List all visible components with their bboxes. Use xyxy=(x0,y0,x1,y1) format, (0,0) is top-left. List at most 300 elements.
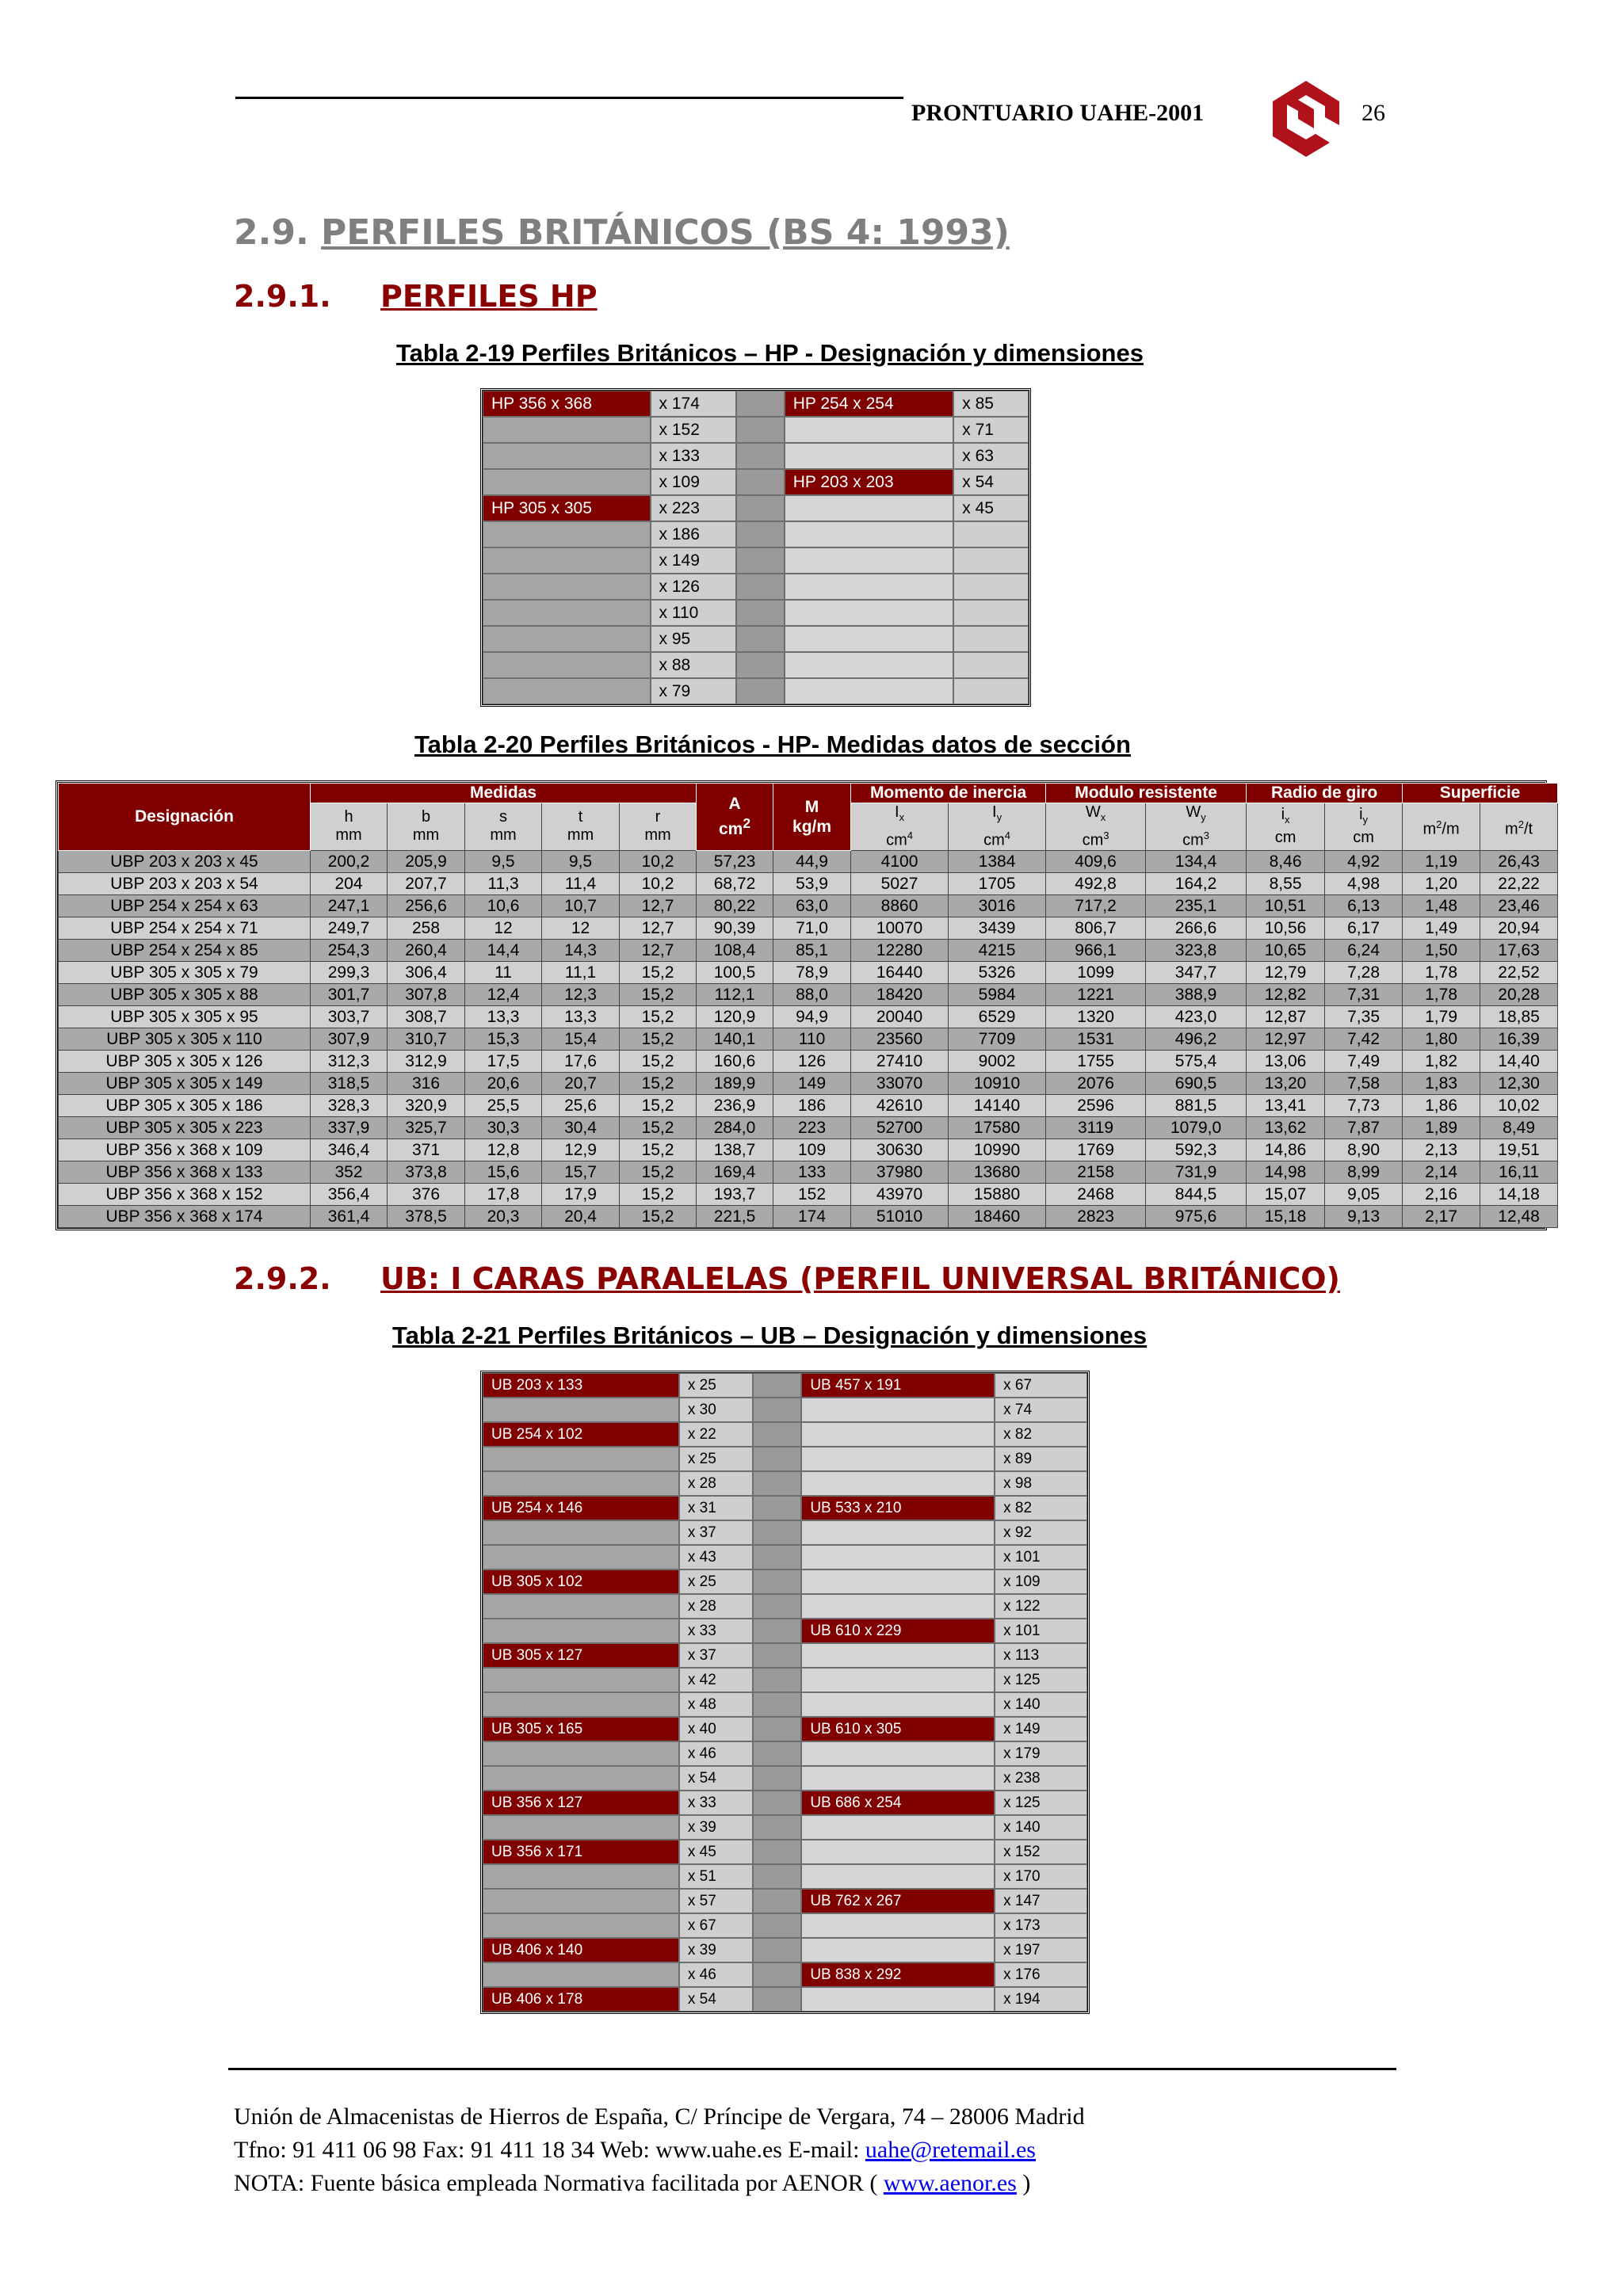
cell-value: 9,5 xyxy=(542,850,620,872)
separator-cell xyxy=(736,391,784,417)
profile-name xyxy=(785,626,954,652)
table-row xyxy=(59,872,1558,894)
profile-name xyxy=(801,1569,995,1594)
profile-weight: x 33 xyxy=(679,1619,753,1643)
profile-name: UB 762 x 267 xyxy=(801,1889,995,1913)
cell-value: 254,3 xyxy=(311,939,388,961)
footer-contact-text: Tfno: 91 411 06 98 Fax: 91 411 18 34 Web: www.uahe.es E-mail: xyxy=(234,2137,865,2163)
cell-value: 193,7 xyxy=(697,1183,773,1205)
cell-value: 6,17 xyxy=(1325,917,1403,939)
cell-value: 7,58 xyxy=(1325,1072,1403,1094)
table-row xyxy=(59,983,1558,1005)
profile-name xyxy=(801,1766,995,1791)
cell-value: 20,94 xyxy=(1480,917,1558,939)
cell-value: 8,90 xyxy=(1325,1138,1403,1161)
cell-value: 18,85 xyxy=(1480,1005,1558,1028)
separator-cell xyxy=(753,1791,801,1815)
cell-value: 30630 xyxy=(851,1138,949,1161)
profile-weight: x 110 xyxy=(651,600,737,626)
profile-name xyxy=(483,417,651,443)
designation-row xyxy=(483,1741,1087,1766)
profile-name xyxy=(801,1668,995,1692)
uahe-logo xyxy=(1268,79,1344,158)
cell-value: 189,9 xyxy=(697,1072,773,1094)
cell-value: 12,97 xyxy=(1247,1028,1325,1050)
separator-cell xyxy=(736,547,784,574)
cell-value: 10,2 xyxy=(620,850,697,872)
cell-value: 53,9 xyxy=(773,872,851,894)
col-inercia: Momento de inercia xyxy=(851,784,1046,803)
cell-value: 308,7 xyxy=(388,1005,465,1028)
cell-value: 12,30 xyxy=(1480,1072,1558,1094)
cell-value: 323,8 xyxy=(1146,939,1247,961)
cell-value: 1,20 xyxy=(1403,872,1480,894)
footer-contact xyxy=(234,2137,1036,2164)
cell-value: 312,9 xyxy=(388,1050,465,1072)
cell-value: 12,7 xyxy=(620,917,697,939)
sub-ry: $i_y$ cm xyxy=(1325,803,1403,851)
profile-weight: x 152 xyxy=(995,1840,1087,1864)
email-link[interactable]: uahe@retemail.es xyxy=(865,2137,1036,2163)
cell-value: 134,4 xyxy=(1146,850,1247,872)
cell-value: 68,72 xyxy=(697,872,773,894)
cell-value: 51010 xyxy=(851,1205,949,1227)
profile-weight: x 51 xyxy=(679,1864,753,1889)
cell-value: 1,50 xyxy=(1403,939,1480,961)
designation-row xyxy=(483,1643,1087,1668)
sub-m2m: $m^2/m$ xyxy=(1403,803,1480,851)
profile-name: UB 610 x 229 xyxy=(801,1619,995,1643)
designation-row xyxy=(483,1373,1087,1398)
cell-value: 7,28 xyxy=(1325,961,1403,983)
profile-weight: x 176 xyxy=(995,1962,1087,1987)
profile-weight: x 173 xyxy=(995,1913,1087,1938)
profile-weight: x 95 xyxy=(651,626,737,652)
cell-value: 52700 xyxy=(851,1116,949,1138)
cell-value: 8,55 xyxy=(1247,872,1325,894)
profile-name xyxy=(483,1864,679,1889)
separator-cell xyxy=(753,1471,801,1496)
separator-cell xyxy=(753,1766,801,1791)
cell-value: 20,28 xyxy=(1480,983,1558,1005)
profile-name: UB 686 x 254 xyxy=(801,1791,995,1815)
cell-value: 260,4 xyxy=(388,939,465,961)
cell-value: 7,73 xyxy=(1325,1094,1403,1116)
profile-weight: x 88 xyxy=(651,652,737,678)
profile-name: UB 533 x 210 xyxy=(801,1496,995,1520)
table-20 xyxy=(55,780,1547,1230)
sub-iy: $I_y$ $cm^4$ xyxy=(949,803,1046,851)
cell-value: 731,9 xyxy=(1146,1161,1247,1183)
separator-cell xyxy=(736,495,784,521)
designation-row xyxy=(483,1840,1087,1864)
table-row xyxy=(59,894,1558,917)
cell-value: 1384 xyxy=(949,850,1046,872)
designation-row xyxy=(483,1938,1087,1962)
designation-row xyxy=(483,678,1029,704)
table-19-caption: Tabla 2-19 Perfiles Británicos – HP - Designación y dimensiones xyxy=(396,339,1144,367)
cell-value: 2,13 xyxy=(1403,1138,1480,1161)
footer-rule xyxy=(228,2068,1396,2070)
separator-cell xyxy=(736,600,784,626)
cell-value: 10070 xyxy=(851,917,949,939)
profile-name: UB 254 x 146 xyxy=(483,1496,679,1520)
cell-value: 1755 xyxy=(1046,1050,1146,1072)
profile-weight: x 25 xyxy=(679,1373,753,1398)
cell-value: 356,4 xyxy=(311,1183,388,1205)
cell-value: 12280 xyxy=(851,939,949,961)
separator-cell xyxy=(753,1545,801,1569)
cell-value: 881,5 xyxy=(1146,1094,1247,1116)
profile-weight: x 40 xyxy=(679,1717,753,1741)
profile-weight: x 46 xyxy=(679,1962,753,1987)
profile-name: UB 305 x 102 xyxy=(483,1569,679,1594)
cell-value: 17580 xyxy=(949,1116,1046,1138)
sub-m2t: $m^2/t$ xyxy=(1480,803,1558,851)
profile-weight: x 133 xyxy=(651,443,737,469)
profile-name xyxy=(483,521,651,547)
separator-cell xyxy=(753,1692,801,1717)
separator-cell xyxy=(753,1864,801,1889)
cell-value: 174 xyxy=(773,1205,851,1227)
cell-value: 325,7 xyxy=(388,1116,465,1138)
cell-value: 3119 xyxy=(1046,1116,1146,1138)
separator-cell xyxy=(753,1643,801,1668)
cell-value: 88,0 xyxy=(773,983,851,1005)
designation-row xyxy=(483,626,1029,652)
cell-value: 9,05 xyxy=(1325,1183,1403,1205)
cell-value: 200,2 xyxy=(311,850,388,872)
section-number: 2.9. xyxy=(234,212,309,253)
cell-value: 310,7 xyxy=(388,1028,465,1050)
cell-value: 496,2 xyxy=(1146,1028,1247,1050)
profile-weight xyxy=(953,652,1029,678)
separator-cell xyxy=(736,417,784,443)
cell-value: 378,5 xyxy=(388,1205,465,1227)
cell-value: 1531 xyxy=(1046,1028,1146,1050)
cell-value: 42610 xyxy=(851,1094,949,1116)
cell-value: 312,3 xyxy=(311,1050,388,1072)
cell-value: 6529 xyxy=(949,1005,1046,1028)
profile-name: UB 305 x 165 xyxy=(483,1717,679,1741)
designation-row xyxy=(483,1569,1087,1594)
sub-wy: $W_y$ $cm^3$ xyxy=(1146,803,1247,851)
separator-cell xyxy=(736,678,784,704)
profile-designation: UBP 203 x 203 x 54 xyxy=(59,872,311,894)
table-row xyxy=(59,961,1558,983)
header-title: PRONTUARIO UAHE-2001 xyxy=(911,100,1205,126)
profile-name xyxy=(483,1766,679,1791)
profile-name xyxy=(483,652,651,678)
cell-value: 5326 xyxy=(949,961,1046,983)
cell-value: 307,8 xyxy=(388,983,465,1005)
cell-value: 316 xyxy=(388,1072,465,1094)
col-radio: Radio de giro xyxy=(1247,784,1403,803)
separator-cell xyxy=(753,1619,801,1643)
designation-row xyxy=(483,574,1029,600)
cell-value: 12,87 xyxy=(1247,1005,1325,1028)
cell-value: 44,9 xyxy=(773,850,851,872)
profile-name: UB 610 x 305 xyxy=(801,1717,995,1741)
sub-rx: $i_x$ cm xyxy=(1247,803,1325,851)
cell-value: 12,82 xyxy=(1247,983,1325,1005)
profile-name xyxy=(483,1447,679,1471)
cell-value: 4,98 xyxy=(1325,872,1403,894)
cell-value: 7,31 xyxy=(1325,983,1403,1005)
cell-value: 11,3 xyxy=(465,872,542,894)
cell-value: 346,4 xyxy=(311,1138,388,1161)
cell-value: 320,9 xyxy=(388,1094,465,1116)
profile-weight: x 149 xyxy=(995,1717,1087,1741)
profile-designation: UBP 305 x 305 x 126 xyxy=(59,1050,311,1072)
cell-value: 80,22 xyxy=(697,894,773,917)
profile-weight: x 46 xyxy=(679,1741,753,1766)
profile-designation: UBP 305 x 305 x 149 xyxy=(59,1072,311,1094)
designation-row xyxy=(483,1889,1087,1913)
profile-weight: x 71 xyxy=(953,417,1029,443)
profile-weight: x 74 xyxy=(995,1398,1087,1422)
cell-value: 108,4 xyxy=(697,939,773,961)
cell-value: 57,23 xyxy=(697,850,773,872)
profile-weight xyxy=(953,600,1029,626)
designation-row xyxy=(483,1520,1087,1545)
cell-value: 164,2 xyxy=(1146,872,1247,894)
profile-weight: x 147 xyxy=(995,1889,1087,1913)
cell-value: 15,2 xyxy=(620,1161,697,1183)
designation-row xyxy=(483,1398,1087,1422)
subsection-number: 2.9.1. xyxy=(234,279,331,314)
cell-value: 4215 xyxy=(949,939,1046,961)
profile-weight: x 37 xyxy=(679,1643,753,1668)
cell-value: 15,2 xyxy=(620,1094,697,1116)
cell-value: 14,98 xyxy=(1247,1161,1325,1183)
profile-weight: x 125 xyxy=(995,1791,1087,1815)
cell-value: 1,89 xyxy=(1403,1116,1480,1138)
profile-name: UB 356 x 171 xyxy=(483,1840,679,1864)
cell-value: 2158 xyxy=(1046,1161,1146,1183)
cell-value: 17,9 xyxy=(542,1183,620,1205)
separator-cell xyxy=(736,626,784,652)
profile-designation: UBP 305 x 305 x 110 xyxy=(59,1028,311,1050)
cell-value: 1,78 xyxy=(1403,961,1480,983)
footer-address: Unión de Almacenistas de Hierros de España, C/ Príncipe de Vergara, 74 – 28006 Madrid xyxy=(234,2103,1085,2130)
cell-value: 20040 xyxy=(851,1005,949,1028)
cell-value: 109 xyxy=(773,1138,851,1161)
cell-value: 11,4 xyxy=(542,872,620,894)
cell-value: 7,49 xyxy=(1325,1050,1403,1072)
cell-value: 423,0 xyxy=(1146,1005,1247,1028)
cell-value: 307,9 xyxy=(311,1028,388,1050)
designation-row xyxy=(483,417,1029,443)
profile-name xyxy=(483,600,651,626)
cell-value: 12,4 xyxy=(465,983,542,1005)
cell-value: 13,62 xyxy=(1247,1116,1325,1138)
cell-value: 1099 xyxy=(1046,961,1146,983)
cell-value: 138,7 xyxy=(697,1138,773,1161)
profile-name xyxy=(483,1913,679,1938)
profile-name xyxy=(483,1619,679,1643)
cell-value: 235,1 xyxy=(1146,894,1247,917)
profile-name xyxy=(801,1398,995,1422)
cell-value: 22,22 xyxy=(1480,872,1558,894)
cell-value: 1320 xyxy=(1046,1005,1146,1028)
profile-weight: x 57 xyxy=(679,1889,753,1913)
cell-value: 7,42 xyxy=(1325,1028,1403,1050)
cell-value: 10,56 xyxy=(1247,917,1325,939)
table-row xyxy=(59,1072,1558,1094)
cell-value: 690,5 xyxy=(1146,1072,1247,1094)
cell-value: 4100 xyxy=(851,850,949,872)
designation-row xyxy=(483,1594,1087,1619)
profile-name: HP 356 x 368 xyxy=(483,391,651,417)
cell-value: 205,9 xyxy=(388,850,465,872)
cell-value: 266,6 xyxy=(1146,917,1247,939)
separator-cell xyxy=(753,1815,801,1840)
profile-name xyxy=(801,1938,995,1962)
cell-value: 12,79 xyxy=(1247,961,1325,983)
cell-value: 13,20 xyxy=(1247,1072,1325,1094)
cell-value: 9,5 xyxy=(465,850,542,872)
profile-name xyxy=(801,1545,995,1569)
profile-weight: x 149 xyxy=(651,547,737,574)
cell-value: 10,65 xyxy=(1247,939,1325,961)
cell-value: 71,0 xyxy=(773,917,851,939)
profile-designation: UBP 203 x 203 x 45 xyxy=(59,850,311,872)
profile-weight: x 113 xyxy=(995,1643,1087,1668)
sub-ix: $I_x$ $cm^4$ xyxy=(851,803,949,851)
cell-value: 1,86 xyxy=(1403,1094,1480,1116)
cell-value: 256,6 xyxy=(388,894,465,917)
cell-value: 16,11 xyxy=(1480,1161,1558,1183)
profile-weight: x 140 xyxy=(995,1692,1087,1717)
profile-name xyxy=(785,443,954,469)
cell-value: 337,9 xyxy=(311,1116,388,1138)
cell-value: 13,41 xyxy=(1247,1094,1325,1116)
designation-row xyxy=(483,1913,1087,1938)
profile-weight: x 126 xyxy=(651,574,737,600)
profile-name xyxy=(801,1447,995,1471)
profile-designation: UBP 254 x 254 x 63 xyxy=(59,894,311,917)
cell-value: 10,2 xyxy=(620,872,697,894)
cell-value: 10910 xyxy=(949,1072,1046,1094)
profile-weight: x 37 xyxy=(679,1520,753,1545)
table-row xyxy=(59,1116,1558,1138)
profile-name xyxy=(801,1594,995,1619)
profile-name xyxy=(483,678,651,704)
separator-cell xyxy=(753,1496,801,1520)
profile-designation: UBP 305 x 305 x 223 xyxy=(59,1116,311,1138)
cell-value: 14,86 xyxy=(1247,1138,1325,1161)
profile-weight: x 54 xyxy=(679,1766,753,1791)
profile-name xyxy=(785,521,954,547)
profile-weight: x 101 xyxy=(995,1545,1087,1569)
separator-cell xyxy=(753,1373,801,1398)
profile-weight: x 170 xyxy=(995,1864,1087,1889)
profile-name xyxy=(483,469,651,495)
profile-name xyxy=(801,1471,995,1496)
designation-row xyxy=(483,1864,1087,1889)
cell-value: 1,82 xyxy=(1403,1050,1480,1072)
sub-t: t mm xyxy=(542,803,620,851)
separator-cell xyxy=(753,1913,801,1938)
cell-value: 966,1 xyxy=(1046,939,1146,961)
cell-value: 120,9 xyxy=(697,1005,773,1028)
profile-name xyxy=(801,1987,995,2012)
cell-value: 6,13 xyxy=(1325,894,1403,917)
cell-value: 186 xyxy=(773,1094,851,1116)
cell-value: 10,6 xyxy=(465,894,542,917)
cell-value: 1079,0 xyxy=(1146,1116,1247,1138)
sub-h: h mm xyxy=(311,803,388,851)
separator-cell xyxy=(753,1741,801,1766)
profile-name: HP 305 x 305 xyxy=(483,495,651,521)
separator-cell xyxy=(736,574,784,600)
table-row xyxy=(59,1205,1558,1227)
separator-cell xyxy=(753,1569,801,1594)
cell-value: 1,78 xyxy=(1403,983,1480,1005)
profile-weight: x 140 xyxy=(995,1815,1087,1840)
profile-name xyxy=(785,600,954,626)
profile-weight: x 197 xyxy=(995,1938,1087,1962)
profile-weight xyxy=(953,678,1029,704)
separator-cell xyxy=(753,1840,801,1864)
cell-value: 12,9 xyxy=(542,1138,620,1161)
table-row xyxy=(59,1183,1558,1205)
profile-name xyxy=(483,443,651,469)
cell-value: 15,2 xyxy=(620,1005,697,1028)
cell-value: 13,3 xyxy=(542,1005,620,1028)
profile-weight: x 89 xyxy=(995,1447,1087,1471)
profile-name xyxy=(483,1594,679,1619)
cell-value: 15,2 xyxy=(620,1183,697,1205)
separator-cell xyxy=(736,469,784,495)
cell-value: 17,6 xyxy=(542,1050,620,1072)
cell-value: 1221 xyxy=(1046,983,1146,1005)
separator-cell xyxy=(753,1938,801,1962)
designation-row xyxy=(483,1471,1087,1496)
profile-designation: UBP 356 x 368 x 133 xyxy=(59,1161,311,1183)
profile-name: HP 254 x 254 xyxy=(785,391,954,417)
cell-value: 284,0 xyxy=(697,1116,773,1138)
profile-weight: x 79 xyxy=(651,678,737,704)
profile-weight: x 63 xyxy=(953,443,1029,469)
table-row xyxy=(59,1138,1558,1161)
profile-name xyxy=(801,1741,995,1766)
cell-value: 14,3 xyxy=(542,939,620,961)
cell-value: 94,9 xyxy=(773,1005,851,1028)
cell-value: 10,02 xyxy=(1480,1094,1558,1116)
profile-name: UB 406 x 178 xyxy=(483,1987,679,2012)
profile-name xyxy=(785,547,954,574)
cell-value: 1,48 xyxy=(1403,894,1480,917)
sub-b: b mm xyxy=(388,803,465,851)
designation-row xyxy=(483,495,1029,521)
designation-row xyxy=(483,1815,1087,1840)
header-rule xyxy=(235,97,903,99)
col-superficie: Superficie xyxy=(1403,784,1558,803)
profile-weight: x 67 xyxy=(995,1373,1087,1398)
cell-value: 18460 xyxy=(949,1205,1046,1227)
cell-value: 17,5 xyxy=(465,1050,542,1072)
profile-name: UB 457 x 191 xyxy=(801,1373,995,1398)
cell-value: 14,18 xyxy=(1480,1183,1558,1205)
cell-value: 8,49 xyxy=(1480,1116,1558,1138)
cell-value: 1,19 xyxy=(1403,850,1480,872)
profile-name xyxy=(801,1815,995,1840)
aenor-link[interactable]: www.aenor.es xyxy=(883,2170,1017,2196)
profile-weight: x 152 xyxy=(651,417,737,443)
cell-value: 15,2 xyxy=(620,1028,697,1050)
